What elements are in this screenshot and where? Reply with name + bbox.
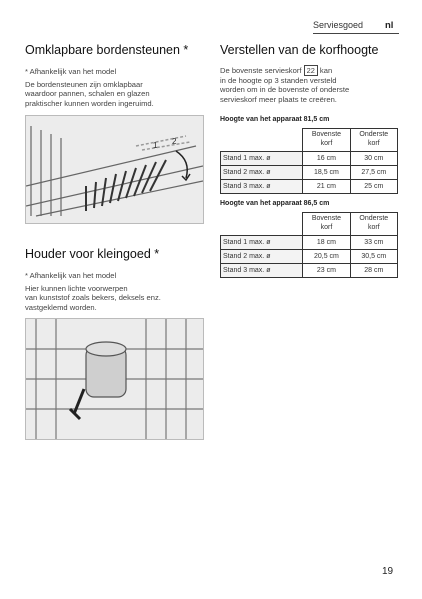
callout-1: 1 [153, 141, 158, 150]
text-line: praktischer kunnen worden ingeruimd. [25, 98, 154, 108]
row-label: Stand 2 max. ø [221, 166, 303, 180]
lower-value: 28 cm [350, 264, 397, 278]
row-label: Stand 2 max. ø [221, 250, 303, 264]
upper-value: 21 cm [303, 180, 350, 194]
lower-value: 33 cm [350, 236, 397, 250]
table-row [221, 264, 398, 278]
upper-value: 23 cm [303, 264, 350, 278]
table1-caption: Hoogte van het apparaat 81,5 cm [220, 116, 330, 123]
page-number: 19 [382, 566, 394, 577]
header-line: korf [320, 224, 333, 231]
height-table-81-5 [220, 128, 398, 194]
text-line: in de hoogte op 3 standen versteld [220, 76, 337, 85]
text-line: waardoor pannen, schalen en glazen [25, 89, 150, 99]
section-title-small-items-holder: Houder voor kleingoed * [25, 247, 160, 261]
header-line: Bovenste [311, 215, 342, 223]
section-title-folding-racks: Omklapbare bordensteunen * [25, 43, 189, 57]
callout-2: 2 [172, 137, 177, 146]
height-table-86-5 [220, 212, 398, 278]
header-language: nl [385, 20, 394, 31]
upper-value: 18 cm [303, 236, 350, 250]
illustration-small-items-holder [25, 318, 204, 440]
header-lower-basket [350, 129, 397, 152]
row-label: Stand 3 max. ø [221, 180, 303, 194]
header-line: Onderste [359, 215, 389, 223]
row-label: Stand 3 max. ø [221, 264, 303, 278]
intro-text-before: De bovenste servieskorf [220, 66, 304, 75]
lower-value: 27,5 cm [350, 166, 397, 180]
header-upper-basket [303, 129, 350, 152]
text-line: vastgeklemd worden. [25, 302, 97, 312]
header-line: Onderste [359, 131, 389, 139]
text-line: worden om in de bovenste of onderste [220, 85, 350, 95]
header-lower-basket [350, 213, 397, 236]
header-line: Bovenste [311, 131, 342, 139]
upper-value: 16 cm [303, 152, 350, 166]
text-line: De bordensteunen zijn omklapbaar [25, 80, 143, 89]
text-line: van kunststof zoals bekers, deksels enz. [25, 293, 161, 303]
table-header-row [221, 129, 398, 152]
text-line: Hier kunnen lichte voorwerpen [25, 284, 128, 293]
text-line: servieskorf meer plaats te creëren. [220, 94, 337, 104]
illustration-folding-racks [25, 115, 204, 224]
header-blank [221, 213, 303, 236]
lower-value: 30 cm [350, 152, 397, 166]
lower-value: 30,5 cm [350, 250, 397, 264]
upper-value: 20,5 cm [303, 250, 350, 264]
table-row [221, 236, 398, 250]
header-blank [221, 129, 303, 152]
table2-caption: Hoogte van het apparaat 86,5 cm [220, 200, 330, 207]
header-line: korf [367, 140, 380, 147]
lower-value: 25 cm [350, 180, 397, 194]
footnote-model-1: * Afhankelijk van het model [25, 67, 117, 76]
table-header-row [221, 213, 398, 236]
table-row [221, 152, 398, 166]
row-label: Stand 1 max. ø [221, 236, 303, 250]
header-line: korf [320, 140, 333, 147]
table-row [221, 180, 398, 194]
header-rule [313, 33, 399, 34]
intro-line-1 [220, 65, 400, 76]
header-upper-basket [303, 213, 350, 236]
holder-drawing [26, 319, 203, 439]
intro-text-after: kan [317, 66, 333, 75]
paragraph-small-items [25, 284, 215, 312]
paragraph-folding-racks [25, 80, 210, 108]
row-label: Stand 1 max. ø [221, 152, 303, 166]
paragraph-basket-height [220, 65, 400, 104]
table-row [221, 166, 398, 180]
header-section [313, 20, 363, 30]
header-section-label: Serviesgoed [313, 20, 364, 30]
section-title-basket-height: Verstellen van de korfhoogte [220, 43, 379, 57]
upper-value: 18,5 cm [303, 166, 350, 180]
header-line: korf [367, 224, 380, 231]
reference-number-box: 22 [304, 65, 318, 76]
table-row [221, 250, 398, 264]
footnote-model-2: * Afhankelijk van het model [25, 271, 117, 280]
dish-rack-drawing [26, 116, 203, 223]
